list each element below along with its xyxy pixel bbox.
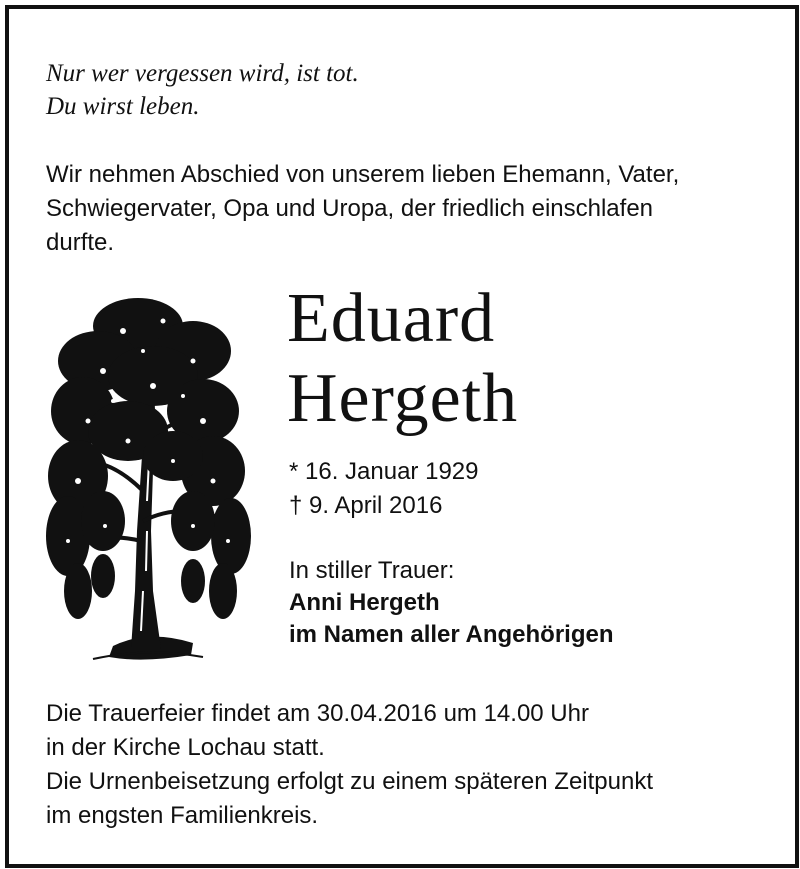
death-date: † 9. April 2016 [289, 492, 443, 519]
farewell-line-1: Wir nehmen Abschied von unserem lieben Ehemann, Vater, [46, 161, 680, 188]
farewell-line-3: durfte. [46, 229, 115, 256]
deceased-last-name: Hergeth [287, 360, 519, 437]
birth-date: * 16. Januar 1929 [289, 458, 479, 485]
life-dates [289, 455, 478, 523]
funeral-line-1: Die Trauerfeier findet am 30.04.2016 um 14.00 Uhr [46, 700, 589, 727]
funeral-line-2: in der Kirche Lochau statt. [46, 734, 325, 761]
birch-tree-icon [43, 291, 253, 673]
quote-line-1: Nur wer vergessen wird, ist tot. [46, 60, 359, 87]
funeral-line-4: im engsten Familienkreis. [46, 802, 319, 829]
farewell-line-2: Schwiegervater, Opa und Uropa, der friedlich einschlafen [46, 195, 654, 222]
deceased-first-name: Eduard [287, 280, 496, 357]
mourner-name: Anni Hergeth [289, 589, 440, 616]
obituary-frame [5, 5, 799, 868]
memorial-quote [46, 57, 359, 123]
funeral-details [46, 697, 786, 833]
quote-line-2: Du wirst leben. [46, 93, 200, 120]
deceased-name [287, 279, 518, 439]
mourner-relatives: im Namen aller Angehörigen [289, 621, 614, 648]
mourners-block [289, 555, 614, 651]
farewell-text [46, 158, 786, 260]
mourners-heading: In stiller Trauer: [289, 557, 455, 584]
funeral-line-3: Die Urnenbeisetzung erfolgt zu einem späteren Zeitpunkt [46, 768, 654, 795]
